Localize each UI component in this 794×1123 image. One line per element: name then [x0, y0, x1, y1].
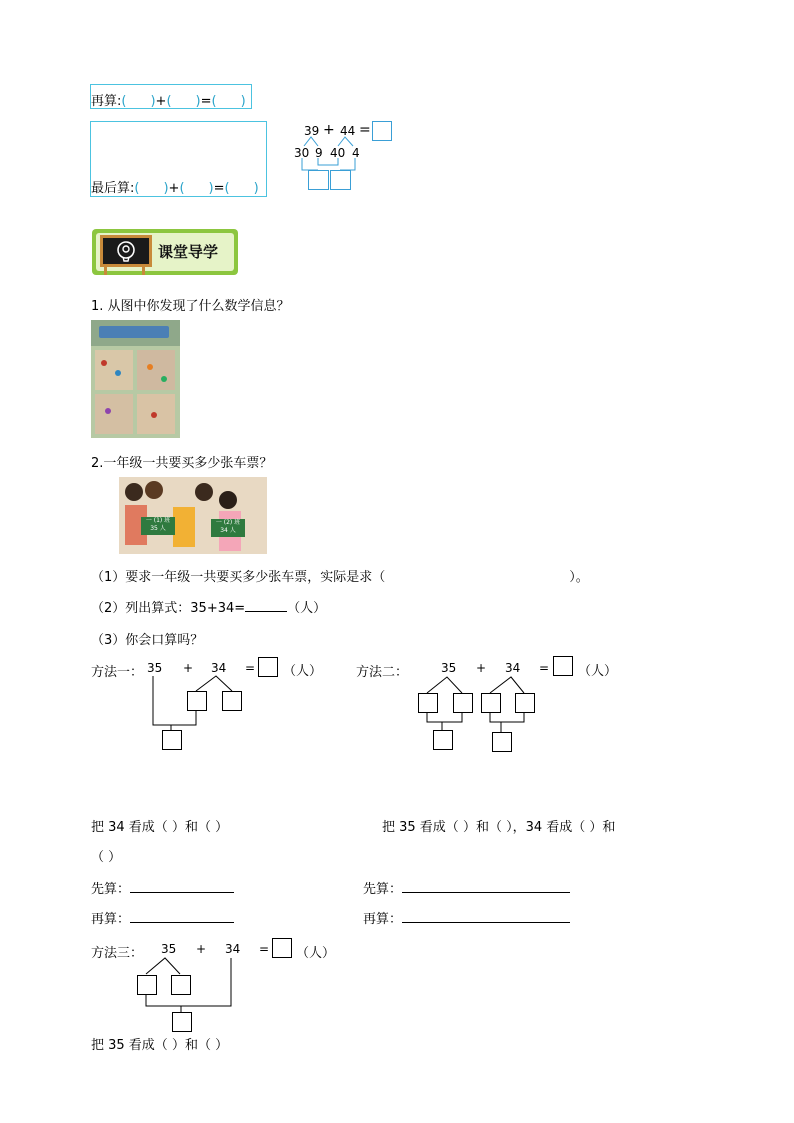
fill-method-2: 把 35 看成（ ）和（ ），34 看成（ ）和	[382, 820, 616, 835]
banner-title: 课堂导学	[158, 243, 219, 261]
method-1-label: 方法一：	[91, 665, 144, 680]
method-3-box-3[interactable]	[172, 1012, 192, 1032]
then-row: 再算:( )+( )=( )	[91, 94, 246, 109]
method-1-eq: =	[245, 661, 256, 675]
method-3-b: 34	[225, 942, 241, 956]
question-2: 2.一年级一共要买多少张车票？	[91, 456, 273, 471]
first-step-right: 先算：	[363, 878, 570, 897]
finally-row: 最后算:( )+( )=( )	[91, 181, 259, 196]
sub-question-3: （3）你会口算吗？	[91, 633, 204, 648]
fill-method-3: 把 35 看成（ ）和（ ）	[91, 1038, 229, 1053]
method-1-a: 35	[147, 661, 163, 675]
example-a: 39	[304, 124, 320, 138]
then-label: 再算:	[91, 94, 122, 109]
method-2-eq: =	[539, 661, 550, 675]
example-part-2: 9	[315, 146, 323, 160]
class-1-sign: 一 (1) 班 35 人	[141, 517, 175, 535]
class-2-sign: 一 (2) 班 34 人	[211, 519, 245, 537]
method-1-b: 34	[211, 661, 227, 675]
method-3-label: 方法三：	[91, 946, 144, 961]
method-3-box-1[interactable]	[137, 975, 157, 995]
method-1-unit: （人）	[283, 664, 323, 679]
fill-method-2-cont: （ ）	[91, 850, 122, 865]
method-3-eq: =	[259, 942, 270, 956]
sub-question-2: （2）列出算式：35+34= （人）	[91, 601, 327, 616]
method-2-plus: +	[476, 661, 487, 675]
method-3-unit: （人）	[296, 946, 336, 961]
method-2-b: 34	[505, 661, 521, 675]
question-1: 1. 从图中你发现了什么数学信息？	[91, 299, 290, 314]
first-step-left: 先算：	[91, 878, 234, 897]
method-2-unit: （人）	[578, 664, 618, 679]
finally-label: 最后算:	[91, 181, 135, 196]
example-part-4: 4	[352, 146, 360, 160]
example-eq: =	[359, 122, 371, 138]
then-step-right: 再算：	[363, 908, 570, 927]
example-part-3: 40	[330, 146, 346, 160]
method-1-plus: +	[183, 661, 194, 675]
sub-question-1: （1）要求一年级一共要买多少张车票，实际是求（ ）。	[91, 570, 589, 585]
example-op: +	[323, 122, 335, 138]
method-3-a: 35	[161, 942, 177, 956]
method-3-box-2[interactable]	[171, 975, 191, 995]
method-2-a: 35	[441, 661, 457, 675]
fill-method-1: 把 34 看成（ ）和（ ）	[91, 820, 229, 835]
method-3-plus: +	[196, 942, 207, 956]
method-2-label: 方法二：	[356, 665, 409, 680]
then-step-left: 再算：	[91, 908, 234, 927]
example-b: 44	[340, 124, 356, 138]
example-part-1: 30	[294, 146, 310, 160]
